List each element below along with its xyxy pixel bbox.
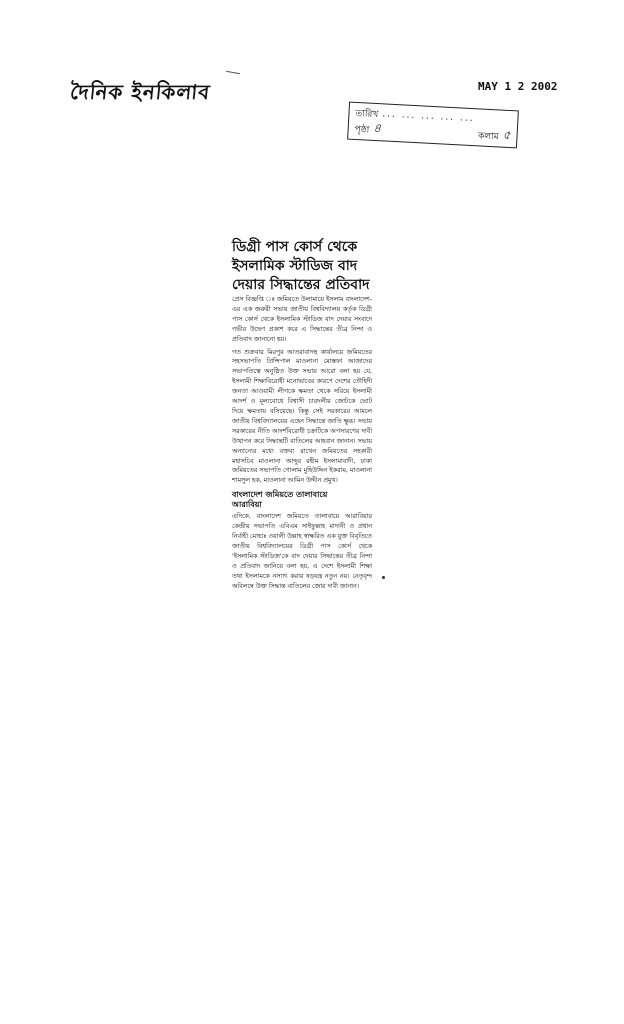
stamp-column-label: কলাম <box>477 130 499 142</box>
archive-stamp <box>347 102 519 149</box>
stamp-column-value: ৫ <box>502 127 511 143</box>
article-headline <box>232 238 372 295</box>
headline-line: দেয়ার সিদ্ধান্তের প্রতিবাদ <box>232 277 370 293</box>
subhead-line: বাংলাদেশ জমিয়তে তালাবায়ে <box>232 490 328 500</box>
article-paragraph: গত শুক্রবার মিরপুর আতরাবাদস্থ কার্যালয়ে জমিয়তের সহসভাপতি প্রিন্সিপাল মাওলানা মোস্তফা আজাদের সভাপতিত্বে অনুষ্ঠিত উক্ত সভায় আরো বলা হয় যে, ইসলামী শিক্ষাবিরোধী মনোভাবের কারণে দেশের তৌহিদী জনতা আওয়ামী লীগকে ক্ষমতা থেকে সরিয়ে ইসলামী আদর্শ ও মূল্যবোধে বিশ্বাসী চারদলীয় জোটকে ভোট দিয়ে ক্ষমতায় বসিয়েছে। কিন্তু সেই সরকারের আমলে জাতীয় বিশ্ববিদ্যালয়ের এহেন সিদ্ধান্তে জাতি ক্ষুব্ধ। সভায় সরকারের নীতি আদর্শবিরোধী চক্রটিকে অপসারণের দাবী উত্থাপন করে সিদ্ধান্তটি বাতিলের আহবান জানান। সভায় অন্যান্যের মধ্যে বক্তব্য রাখেন জমিয়তের সহকারী মহাসচিব মাওলানা আব্দুর রহীম ইসলামাবাদী, ঢাকা জমিয়তের সভাপতি গোলাম মুহিউদ্দিন ইকরাম, মাওলানা শামসুল হক, মাওলানা আমিন উদ্দীন প্রমুখ। <box>232 348 372 485</box>
headline-line: ইসলামিক স্টাডিজ বাদ <box>232 258 358 274</box>
article-paragraph: এদিকে, বাংলাদেশ জমিয়তে তালাবায়ে আরাবিয়ার কেন্দ্রীয় সভাপতি এবিএম সাইফুল্লাহ মাদানী ও প্রধান নির্বাহী মোহাঃ ওয়ালী উল্লাহ স্বাক্ষরিত এক যুক্ত বিবৃতিতে জাতীয় বিশ্ববিদ্যালয়ের ডিগ্রী পাস কোর্স থেকে 'ইসলামিক স্টাডিজ'কে বাদ দেয়ার সিদ্ধান্তের তীব্র নিন্দা ও প্রতিবাদ জানিয়ে বলা হয়, এ দেশে ইসলামী শিক্ষা তথা ইসলামকে নস্যাৎ করার ষড়যন্ত্র নতুন নয়। নেতৃবৃন্দ অবিলম্বে উক্ত সিদ্ধান্ত বাতিলের জোর দাবী জানান। <box>232 513 372 590</box>
scan-speck <box>382 576 385 579</box>
scan-mark <box>226 71 240 74</box>
stamp-date-label: তারিখ <box>355 108 379 120</box>
article-paragraph: প্রেস বিজ্ঞপ্তি ঃ জমিয়তে উলামায়ে ইসলাম বাংলাদেশ-এর এক জরুরী সভায় জাতীয় বিশ্ববিদ্যালয় কর্তৃক ডিগ্রী পাস কোর্স থেকে ইসলামিক স্টাডিজ বাদ দেয়ার সংবাদে গভীর উদ্বেগ প্রকাশ করে এ সিদ্ধান্তের তীব্র নিন্দা ও প্রতিবাদ জানানো হয়। <box>232 296 372 343</box>
subhead-line: আরাবিয়া <box>232 500 262 510</box>
article-body <box>232 295 372 591</box>
stamp-page-value: ৪ <box>372 120 382 136</box>
headline-line: ডিগ্রী পাস কোর্স থেকে <box>232 239 358 255</box>
article-subhead <box>232 490 372 510</box>
stamp-date-dots: ... ... ... ... ... <box>382 109 475 125</box>
clipping-date: MAY 1 2 2002 <box>478 80 558 93</box>
newspaper-name: দৈনিক ইনকিলাব <box>69 80 212 104</box>
stamp-page-label: পৃষ্ঠা <box>354 124 370 136</box>
news-clipping <box>232 238 372 594</box>
